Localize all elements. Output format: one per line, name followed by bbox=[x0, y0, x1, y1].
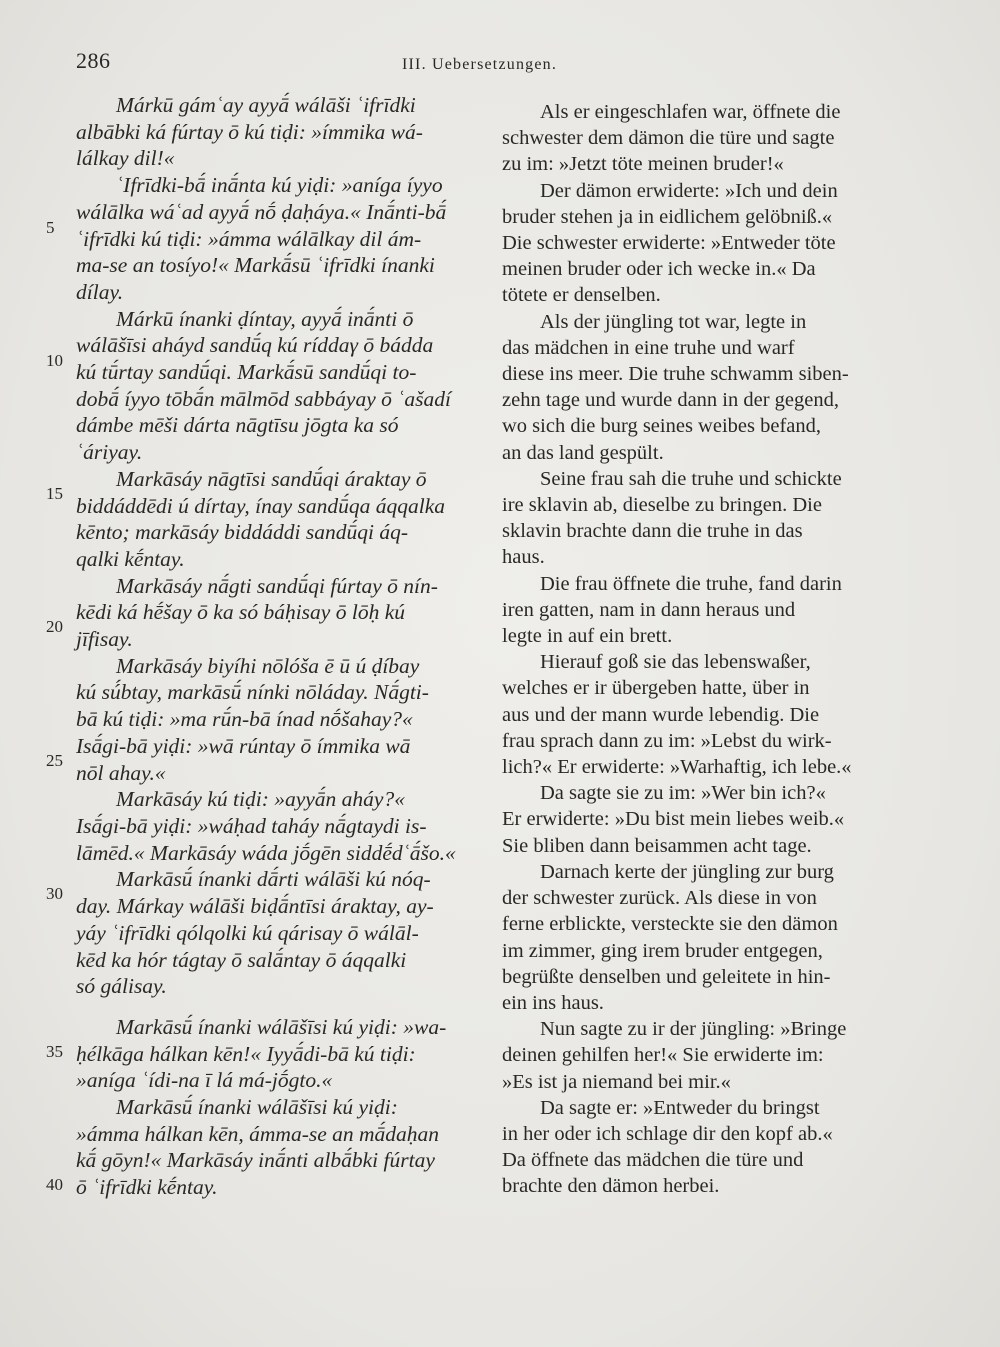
line-number: 40 bbox=[46, 1175, 63, 1194]
text-line: wo sich die burg seines weibes befand, bbox=[502, 415, 822, 438]
somali-text-column bbox=[76, 92, 506, 1201]
text-line: ma-se an tosíyo!« Markā́sū ʿifrīdki ínanki bbox=[76, 253, 435, 278]
text-line: Márkū gámʿay ayyā́ wálāši ʿifrīdki bbox=[116, 93, 416, 117]
text-line: »Es ist ja niemand bei mir.« bbox=[502, 1070, 731, 1093]
text-line: nōl ahay.« bbox=[76, 760, 166, 785]
text-line: Sie bliben dann beisammen acht tage. bbox=[502, 834, 812, 857]
text-line: wálāšīsi aháyd sandū́q kú ríddaγ ō bádda bbox=[76, 333, 434, 358]
text-line: Als er eingeschlafen war, öffnete die bbox=[540, 101, 841, 123]
text-line: Markāsáy kú tiḍi: »ayyā́n aháy?« bbox=[116, 787, 405, 812]
text-line: Isā́gi-bā yiḍi: »wā rúntay ō ímmika wā bbox=[76, 733, 411, 758]
text-line: dobā́ íyyo tōbā́n mālmōd sabbáyay ō ʿašadí bbox=[76, 386, 452, 411]
text-line: Markāsū́ ínanki wálāšīsi kú yiḍi: bbox=[116, 1095, 398, 1120]
text-line: Nun sagte zu ir der jüngling: »Bringe bbox=[540, 1018, 847, 1041]
text-line: bā kú tiḍi: »ma rū́n-bā ínad nṓšahay?« bbox=[76, 707, 413, 732]
text-line: frau sprach dann zu im: »Lebst du wirk- bbox=[502, 729, 832, 752]
text-line: day. Márkay wálāši biḍā́ntīsi áraktay, ay- bbox=[76, 894, 434, 919]
text-line: Seine frau sah die truhe und schickte bbox=[540, 467, 842, 490]
text-line: diese ins meer. Die truhe schwamm siben- bbox=[502, 363, 849, 386]
text-line: sklavin brachte dann die truhe in das bbox=[502, 520, 803, 543]
german-translation-column bbox=[502, 99, 900, 1200]
text-line: Markāsáy biyíhi nōlóša ē ū ú ḍíbay bbox=[116, 653, 420, 678]
text-line: das mädchen in eine truhe und warf bbox=[502, 336, 795, 359]
text-line: jīfisay. bbox=[76, 627, 133, 652]
text-line: ō ʿifrīdki kḗntay. bbox=[76, 1175, 218, 1200]
text-line: »ámma hálkan kēn, ámma-se an mā́daḥan bbox=[76, 1121, 440, 1146]
text-line: Die frau öffnete die truhe, fand darin bbox=[540, 572, 842, 595]
text-line: albābki ká fúrtay ō kú tiḍi: »ímmika wá- bbox=[76, 119, 423, 144]
text-line: Márkū ínanki ḍíntay, ayyā́ inā́nti ō bbox=[116, 306, 414, 331]
line-number: 10 bbox=[46, 351, 63, 370]
line-number: 5 bbox=[46, 218, 55, 237]
running-title: III. Uebersetzungen. bbox=[402, 56, 558, 73]
text-line: Markāsáy nā́gti sandū́qi fúrtay ō nín- bbox=[116, 573, 438, 598]
paragraph-gap bbox=[76, 1000, 506, 1014]
text-line: Hierauf goß sie das lebenswaßer, bbox=[540, 651, 811, 674]
text-line: kēdi ká hḗšay ō ka só báḥisay ō lōḥ kú bbox=[76, 600, 405, 625]
text-line: ire sklavin ab, dieselbe zu bringen. Die bbox=[502, 494, 822, 517]
text-line: zu im: »Jetzt töte meinen bruder!« bbox=[502, 153, 784, 176]
text-line: Da öffnete das mädchen die türe und bbox=[502, 1149, 804, 1172]
line-number: 20 bbox=[46, 617, 63, 636]
text-line: wálālka wáʿad ayyā́ nṓ ḍaḥáya.« Inā́nti-bā́ bbox=[76, 199, 447, 224]
text-line: meinen bruder oder ich wecke in.« Da bbox=[502, 258, 816, 281]
text-line: Markāsū́ ínanki wálāšīsi kú yiḍi: »wa- bbox=[116, 1014, 447, 1039]
text-line: kú sú́btay, markāsū́ nínki nōláday. Nā́gti- bbox=[76, 680, 429, 705]
text-line: ḥélkāga hálkan kēn!« Iyyā́di-bā kú tiḍi: bbox=[76, 1041, 416, 1066]
text-line: Da sagte er: »Entweder du bringst bbox=[540, 1096, 820, 1119]
text-line: der schwester zurück. Als diese in von bbox=[502, 887, 817, 910]
text-line: dámbe mēši dárta nāgtīsu jōgta ka só bbox=[76, 413, 399, 438]
text-line: Er erwiderte: »Du bist mein liebes weib.« bbox=[502, 808, 845, 831]
text-line: kú tū́rtay sandū́qi. Markā́sū sandū́qi to- bbox=[76, 360, 417, 385]
text-line: im zimmer, ging irem bruder entgegen, bbox=[502, 939, 823, 962]
text-line: haus. bbox=[502, 546, 545, 569]
text-line: yáy ʿifrīdki qólqolki kú qárisay ō wálāl- bbox=[76, 920, 419, 945]
text-line: brachte den dämon herbei. bbox=[502, 1175, 720, 1198]
text-line: an das land gespült. bbox=[502, 441, 664, 464]
text-line: dílay. bbox=[76, 279, 124, 304]
text-line: kēnto; markāsáy biddáddi sandū́qi áq- bbox=[76, 520, 409, 545]
text-line: zehn tage und wurde dann in der gegend, bbox=[502, 389, 839, 412]
text-line: begrüßte denselben und geleitete in hin- bbox=[502, 965, 831, 988]
text-line: kēd ka hór tágtay ō salā́ntay ō áqqalki bbox=[76, 947, 407, 972]
text-line: schwester dem dämon die türe und sagte bbox=[502, 127, 835, 150]
text-line: lich?« Er erwiderte: »Warhaftig, ich lebe.« bbox=[502, 756, 852, 779]
text-line: Da sagte sie zu im: »Wer bin ich?« bbox=[540, 782, 826, 805]
text-line: iren gatten, nam in dann heraus und bbox=[502, 598, 796, 621]
text-line: bruder stehen ja in eidlichem gelöbniß.« bbox=[502, 205, 833, 228]
text-line: Isā́gi-bā yiḍi: »wáḥad taháy nā́gtaydi is- bbox=[76, 813, 427, 838]
text-line: lāmēd.« Markāsáy wáda jṓgēn siddḗdʿā́šo.« bbox=[76, 840, 456, 865]
line-number: 30 bbox=[46, 884, 63, 903]
text-line: in her oder ich schlage dir den kopf ab.« bbox=[502, 1122, 833, 1145]
text-line: Darnach kerte der jüngling zur burg bbox=[540, 860, 834, 883]
text-line: ʿifrīdki kú tiḍi: »ámma wálālkay dil ám- bbox=[76, 226, 422, 251]
text-line: kā́ gōyn!« Markāsáy inā́nti albā́bki fúrtay bbox=[76, 1148, 435, 1173]
line-number: 15 bbox=[46, 484, 63, 503]
text-line: Als der jüngling tot war, legte in bbox=[540, 310, 807, 333]
text-line: Die schwester erwiderte: »Entweder töte bbox=[502, 232, 836, 255]
text-line: »aníga ʿídi-na ī lá má-jṓgto.« bbox=[76, 1068, 333, 1093]
text-line: welches er ir übergeben hatte, über in bbox=[502, 677, 810, 700]
page-number: 286 bbox=[76, 48, 111, 73]
text-line: qalki kḗntay. bbox=[76, 546, 185, 571]
text-line: ʿáriyay. bbox=[76, 440, 143, 465]
line-number: 25 bbox=[46, 751, 63, 770]
line-number: 35 bbox=[46, 1042, 63, 1061]
text-line: Markāsáy nāgtīsi sandū́qi áraktay ō bbox=[116, 466, 427, 491]
text-line: aus und der mann wurde lebendig. Die bbox=[502, 703, 820, 726]
text-line: ferne erblickte, versteckte sie den dämon bbox=[502, 913, 838, 936]
text-line: ʿIfrīdki-bā́ inā́nta kú yiḍi: »aníga íyyo bbox=[116, 173, 443, 198]
text-line: legte in auf ein brett. bbox=[502, 625, 673, 648]
text-line: lálkay dil!« bbox=[76, 146, 175, 171]
text-line: biddáddēdi ú dírtay, ínay sandū́qa áqqalka bbox=[76, 493, 446, 518]
text-line: tötete er denselben. bbox=[502, 284, 661, 307]
text-line: Der dämon erwiderte: »Ich und dein bbox=[540, 179, 838, 202]
text-line: deinen gehilfen her!« Sie erwiderte im: bbox=[502, 1044, 824, 1067]
text-line: ein ins haus. bbox=[502, 991, 604, 1014]
text-line: só gálisay. bbox=[76, 974, 167, 999]
text-line: Markāsū́ ínanki dā́rti wálāši kú nóq- bbox=[116, 867, 431, 892]
